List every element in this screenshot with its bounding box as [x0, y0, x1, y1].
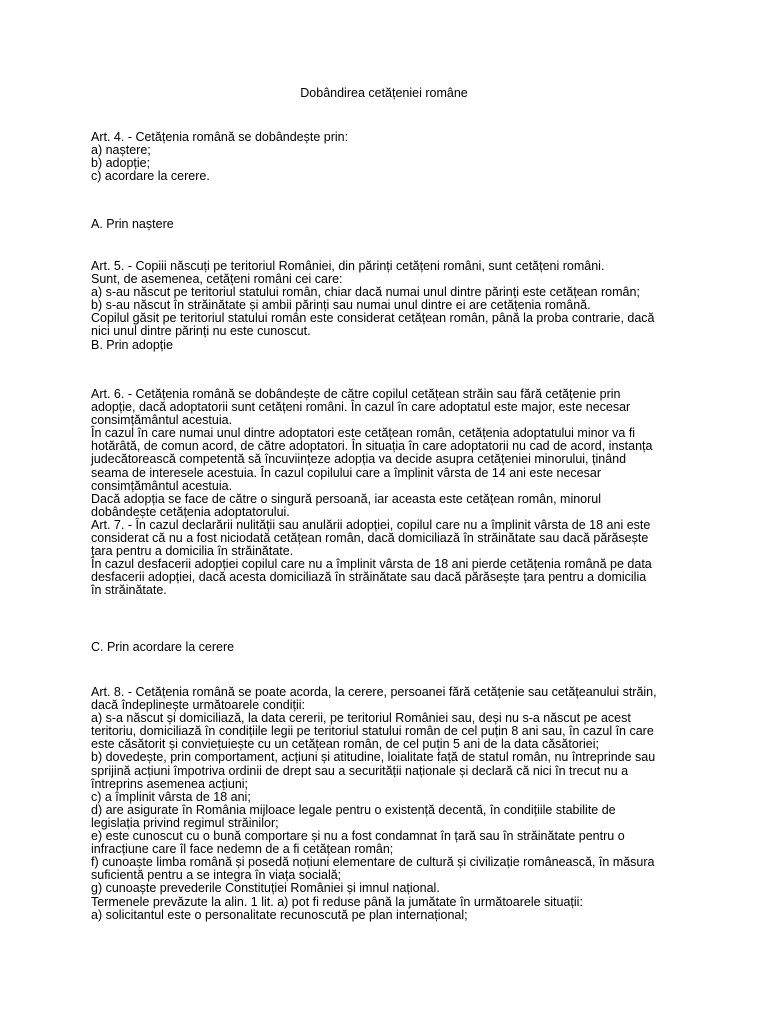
text-line: g) cunoaște prevederile Constituției României și imnul național.	[91, 881, 440, 896]
text-line: teritoriu, domiciliază în condițiile legii pe teritoriul statului român de cel puțin 8 ani sau, în cazul în care	[91, 724, 654, 739]
text-line: Art. 5. - Copiii născuți pe teritoriul României, din părinți cetățeni români, sunt cetățeni români.	[91, 259, 605, 273]
text-line: Art. 8. - Cetățenia română se poate acorda, la cerere, persoanei fără cetățenie sau cetățeanului străin,	[91, 685, 657, 699]
text-line: seama de interesele acestuia. În cazul copilului care a împlinit vârsta de 14 ani este necesar	[91, 465, 602, 480]
text-line: a) solicitantul este o personalitate recunoscută pe plan internațional;	[91, 907, 468, 922]
text-line: În cazul în care numai unul dintre adoptatori este cetățean român, cetățenia adoptatului minor va fi	[91, 426, 636, 441]
text-line: adopție, dacă adoptatorii sunt cetățeni români. În cazul în care adoptatul este major, este necesar	[91, 400, 631, 415]
section-heading	[91, 641, 691, 654]
text-line: hotărâtă, de comun acord, de către adoptatori. În situația în care adoptatorii nu cad de acord, instanța	[91, 439, 653, 454]
text-line: b) dovedește, prin comportament, acțiuni și atitudine, loialitate față de statul român, nu întreprinde sau	[91, 750, 656, 765]
text-line: C. Prin acordare la cerere	[91, 640, 235, 654]
text-line: Copilul găsit pe teritoriul statului român este considerat cetățean român, până la proba contrarie, dacă	[91, 311, 655, 326]
text-line: dobândește cetățenia adoptatorului.	[91, 504, 290, 519]
text-line: judecătorească competentă să încuviințeze adopția va decide asupra cetățeniei minorului, ținând	[91, 452, 627, 467]
text-line: legislația privind regimul străinilor;	[91, 815, 279, 830]
text-line: a) s-a născut și domiciliază, la data cererii, pe teritoriul României sau, deși nu s-a născut pe acest	[91, 711, 631, 726]
section-heading	[91, 218, 691, 231]
text-block	[91, 260, 691, 352]
text-line: suficientă pentru a se integra în viața socială;	[91, 868, 342, 883]
text-line: dacă îndeplinește următoarele condiții:	[91, 698, 306, 713]
text-line: c) acordare la cerere.	[91, 169, 210, 184]
text-line: nici unul dintre părinți nu este cunoscut.	[91, 324, 311, 339]
text-line: d) are asigurate în România mijloace legale pentru o existență decentă, în condițiile stabilite de	[91, 802, 616, 817]
text-line: a) s-au născut pe teritoriul statului român, chiar dacă numai unul dintre părinți este cetățean român;	[91, 285, 640, 300]
text-line: Dacă adopția se face de către o singură persoană, iar aceasta este cetățean român, minorul	[91, 491, 602, 506]
text-line: Art. 7. - În cazul declarării nulității sau anulării adopției, copilul care nu a împlinit vârsta de 18 ani este	[91, 517, 651, 532]
text-line: este căsătorit și conviețuiește cu un cetățean român, de cel puțin 5 ani de la data căsătoriei;	[91, 737, 599, 752]
text-line: În cazul desfacerii adopției copilul care nu a împlinit vârsta de 18 ani pierde cetățenia română pe data	[91, 557, 652, 572]
text-line: Art. 4. - Cetățenia română se dobândește prin:	[91, 130, 349, 144]
text-line: consimțământul acestuia.	[91, 478, 233, 493]
text-line: infracțiune care îl face nedemn de a fi cetățean român;	[91, 842, 394, 857]
text-line: B. Prin adopție	[91, 337, 173, 352]
text-line: f) cunoaște limba română și posedă noțiuni elementare de cultură și civilizație românească, în măsura	[91, 855, 655, 870]
text-block	[91, 388, 691, 598]
text-line: Art. 6. - Cetățenia română se dobândește de către copilul cetățean străin sau fără cetățenie prin	[91, 387, 621, 401]
text-line: sprijină acțiuni împotriva ordinii de drept sau a securității naționale și declară că nici în trecut nu a	[91, 763, 629, 778]
text-line: a) naștere;	[91, 143, 151, 158]
text-line: în străinătate.	[91, 583, 167, 598]
text-line: A. Prin naștere	[91, 217, 174, 231]
text-line: e) este cunoscut cu o bună comportare și nu a fost condamnat în țară sau în străinătate pentru o	[91, 829, 625, 844]
text-line: b) s-au născut în străinătate și ambii părinți sau numai unul dintre ei are cetățenia română.	[91, 298, 591, 313]
text-block	[91, 686, 691, 922]
text-line: desfacerii adopției, dacă acesta domiciliază în străinătate sau dacă părăsește țara pentru a domicilia	[91, 570, 647, 585]
text-line: considerat că nu a fost niciodată cetățean român, dacă domiciliază în străinătate sau dacă părăsește	[91, 531, 649, 546]
document-title: Dobândirea cetățeniei române	[300, 86, 468, 100]
text-line: c) a împlinit vârsta de 18 ani;	[91, 789, 251, 804]
text-line: consimțământul acestuia.	[91, 413, 233, 428]
text-block	[91, 131, 691, 183]
text-line: Sunt, de asemenea, cetățeni români cei care:	[91, 272, 343, 287]
text-line: întreprins asemenea acțiuni;	[91, 776, 249, 791]
text-line: Termenele prevăzute la alin. 1 lit. a) pot fi reduse până la jumătate în următoarele situații:	[91, 894, 583, 909]
text-line: b) adopție;	[91, 156, 151, 171]
text-line: țara pentru a domicilia în străinătate.	[91, 544, 294, 559]
